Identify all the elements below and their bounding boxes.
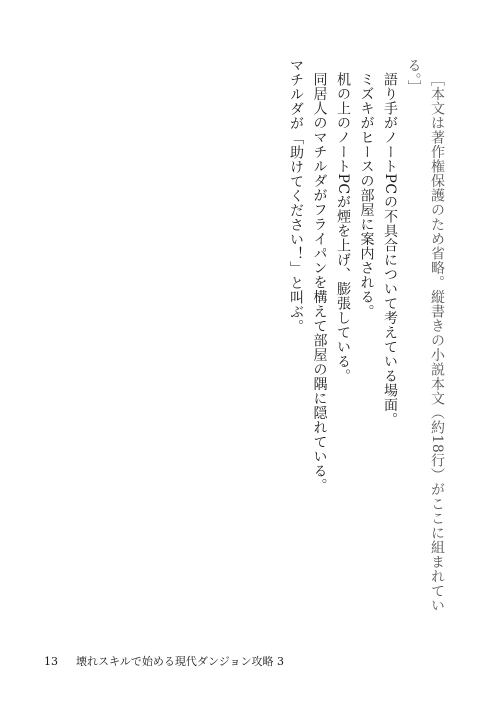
copyright-notice: ［本文は著作権保護のため省略。縦書きの小説本文（約18行）がここに組まれている。］	[405, 58, 445, 613]
page-footer	[44, 653, 284, 669]
summary-line-2: ミズキがヒースの部屋に案内される。	[358, 72, 375, 319]
summary-line-5: マチルダが「助けてください！」と叫ぶ。	[288, 58, 304, 334]
summary-line-3: 机の上のノートPCが煙を上げ、膨張している。	[335, 72, 351, 384]
page-number: 13	[44, 655, 58, 668]
summary-line-1: 語り手がノートPCの不具合について考えている場面。	[382, 72, 398, 427]
summary-line-4: 同居人のマチルダがフライパンを構えて部屋の隅に隠れている。	[311, 72, 328, 493]
body-text	[48, 58, 448, 618]
running-title: 壊れスキルで始める現代ダンジョン攻略 3	[76, 655, 284, 668]
